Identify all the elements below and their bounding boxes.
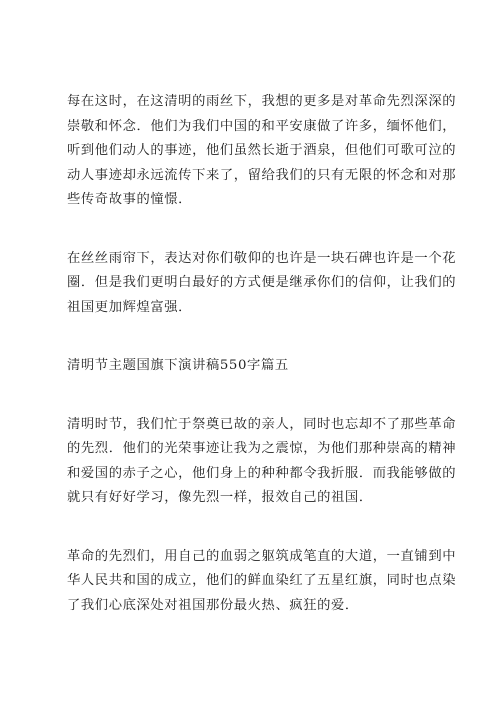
text-line: 革命的先烈们，用自己的血弱之躯筑成笔直的大道，一直铺到中 [67, 548, 457, 564]
paragraph-2 [67, 247, 457, 321]
document-body [67, 90, 457, 652]
text-line: 华人民共和国的成立，他们的鲜血染红了五星红旗，同时也点染 [67, 573, 457, 588]
paragraph-1 [67, 90, 457, 213]
text-line: 圈．但是我们更明白最好的方式便是继承你们的信仰，让我们的 [67, 275, 457, 290]
section-heading: 清明节主题国旗下演讲稿550字篇五 [67, 358, 289, 373]
text-line: 崇敬和怀念．他们为我们中国的和平安康做了许多，缅怀他们， [67, 118, 457, 134]
paragraph-3 [67, 413, 457, 511]
text-line: 动人事迹却永远流传下来了，留给我们的只有无限的怀念和对那 [67, 167, 457, 183]
text-line: 和爱国的赤子之心，他们身上的种种都令我折服．而我能够做的 [67, 465, 457, 481]
text-line: 听到他们动人的事迹，他们虽然长逝于酒泉，但他们可歌可泣的 [67, 143, 457, 158]
text-line: 每在这时，在这清明的雨丝下，我想的更多是对革命先烈深深的 [67, 94, 457, 109]
paragraph-4 [67, 545, 457, 619]
text-line: 祖国更加辉煌富强． [67, 299, 193, 315]
text-line: 些传奇故事的憧憬． [67, 192, 193, 207]
text-line: 就只有好好学习，像先烈一样，报效自己的祖国． [67, 490, 373, 505]
text-line: 在丝丝雨帘下，表达对你们敬仰的也许是一块石碑也许是一个花 [67, 250, 457, 266]
text-line: 清明时节，我们忙于祭奠已故的亲人，同时也忘却不了那些革命 [67, 416, 457, 432]
text-line: 了我们心底深处对祖国那份最火热、疯狂的爱． [67, 597, 359, 613]
text-line: 的先烈．他们的光荣事迹让我为之震惊，为他们那种崇高的精神 [67, 441, 457, 456]
